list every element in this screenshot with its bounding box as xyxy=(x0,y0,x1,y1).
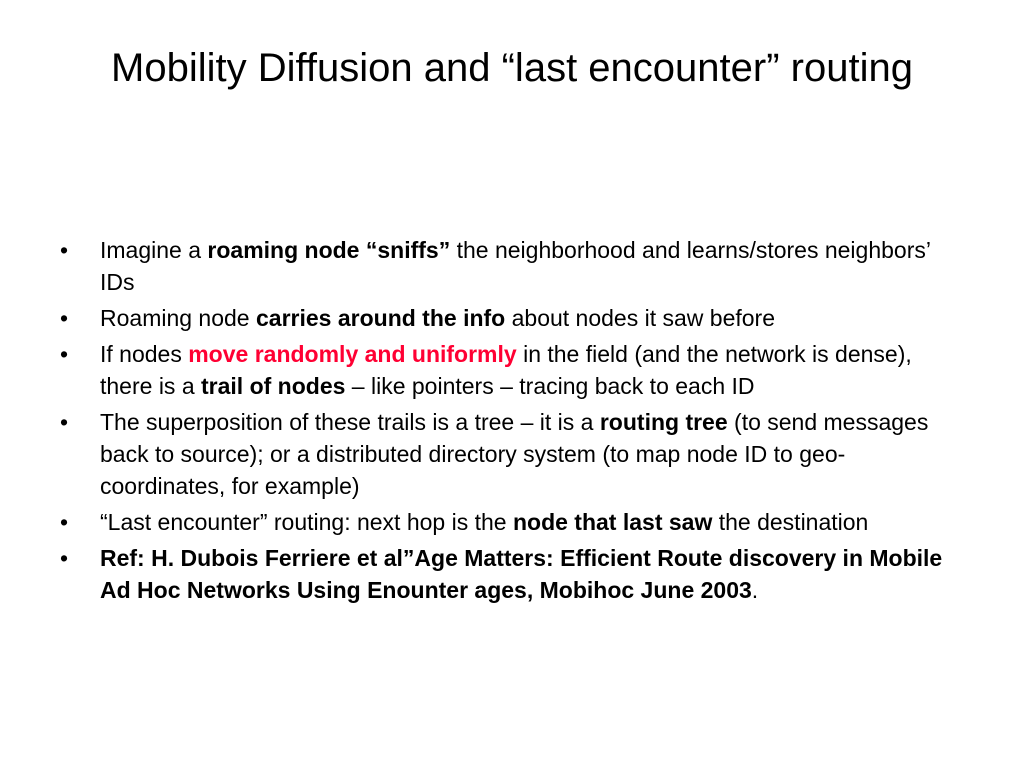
bullet-text-segment: carries around the info xyxy=(256,305,506,331)
bullet-item xyxy=(58,542,958,606)
bullet-text-segment: roaming node “sniffs” xyxy=(207,237,451,263)
bullet-text-segment: trail of nodes xyxy=(201,373,346,399)
bullet-text-segment: – like pointers – tracing back to each ID xyxy=(345,373,755,399)
bullet-text-segment: The superposition of these trails is a tree – it is a xyxy=(100,409,600,435)
bullet-text-segment: (to send messages back to source); or a distributed directory system (to map node ID to geo-coordinates, for example) xyxy=(100,409,929,499)
bullet-marker: • xyxy=(60,305,69,331)
bullet-list xyxy=(58,234,958,610)
bullet-marker: • xyxy=(60,409,69,435)
bullet-text-segment: in the field (and the network is dense), there is a xyxy=(100,341,912,399)
bullet-text-segment: Ref: H. Dubois Ferriere et al”Age Matters: Efficient Route discovery in Mobile Ad Hoc Networks Using Enounter ages, Mobihoc June 2003 xyxy=(100,545,943,603)
bullet-text-segment: the destination xyxy=(712,509,869,535)
bullet-item xyxy=(58,302,958,334)
bullet-text-segment: about nodes it saw before xyxy=(505,305,776,331)
bullet-text-segment: Imagine a xyxy=(100,237,208,263)
bullet-text-segment: node that last saw xyxy=(512,509,713,535)
bullet-text-segment: move randomly and uniformly xyxy=(188,341,517,367)
bullet-item xyxy=(58,406,958,502)
bullet-text-segment: the neighborhood and learns/stores neighbors’ IDs xyxy=(100,237,931,295)
bullet-text-segment: “Last encounter” routing: next hop is the xyxy=(100,509,513,535)
bullet-item xyxy=(58,506,958,538)
bullet-marker: • xyxy=(60,509,69,535)
bullet-text-segment: Roaming node xyxy=(100,305,256,331)
bullet-item xyxy=(58,234,958,298)
bullet-item xyxy=(58,338,958,402)
bullet-marker: • xyxy=(60,341,69,367)
bullet-text-segment: routing tree xyxy=(599,409,728,435)
bullet-marker: • xyxy=(60,545,69,571)
bullet-text-segment: . xyxy=(751,577,759,603)
bullet-marker: • xyxy=(60,237,69,263)
slide-title: Mobility Diffusion and “last encounter” routing xyxy=(111,46,913,90)
bullet-text-segment: If nodes xyxy=(100,341,189,367)
